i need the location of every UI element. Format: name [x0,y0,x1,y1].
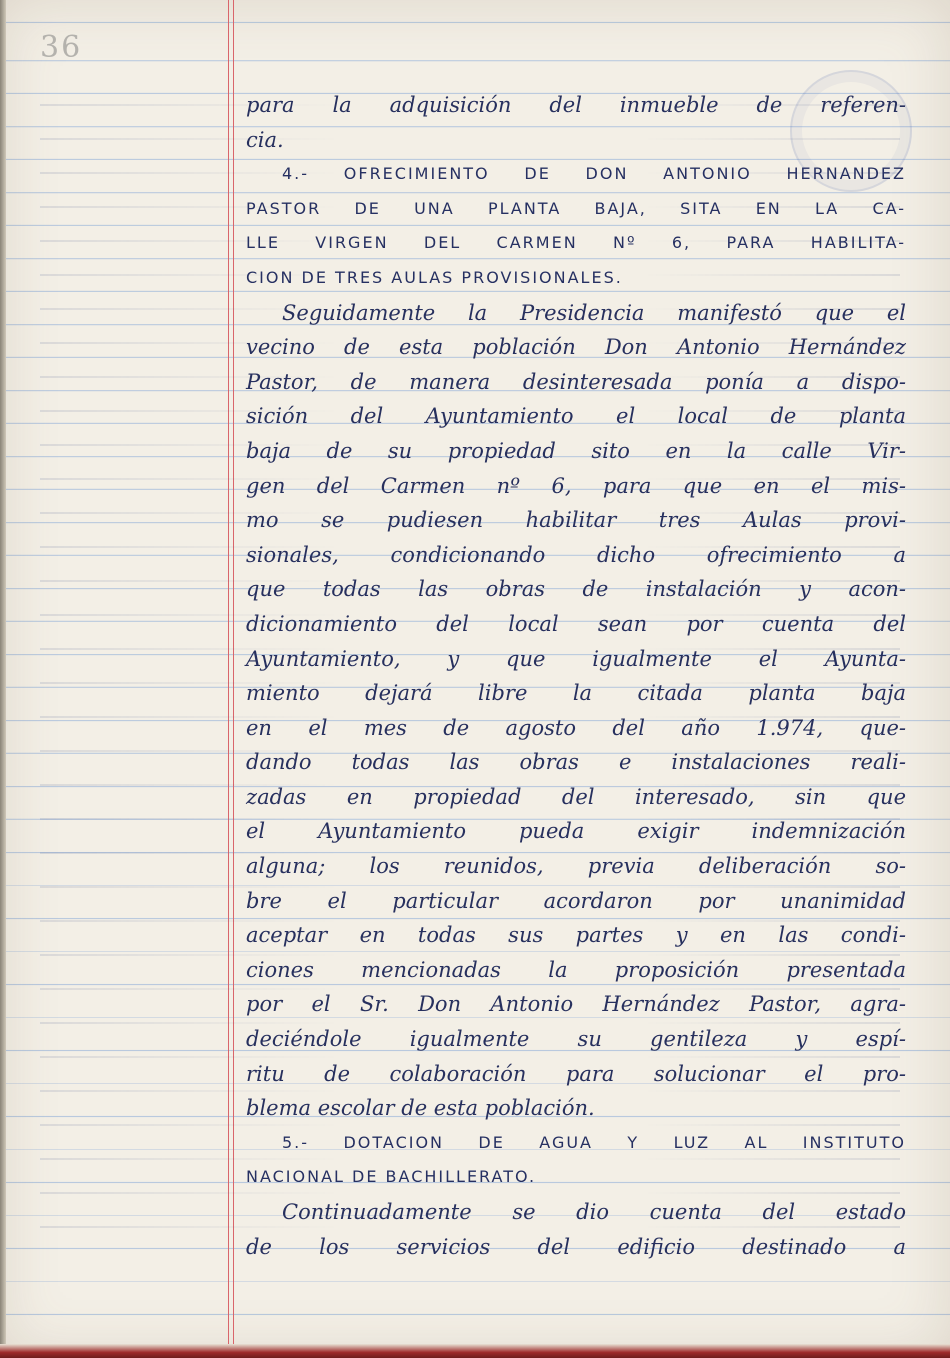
page-bottom-edge [0,1344,950,1358]
text-line: Ayuntamiento, y que igualmente el Ayunta- [246,646,906,671]
text-line: por el Sr. Don Antonio Hernández Pastor, agra- [246,992,906,1017]
text-line: en el mes de agosto del año 1.974, que- [246,715,906,740]
handwritten-text [246,88,906,1264]
text-line: dando todas las obras e instalaciones reali- [246,750,906,775]
text-line: que todas las obras de instalación y acon- [246,577,906,602]
text-line: 5.- DOTACION DE AGUA Y LUZ AL INSTITUTO [282,1132,906,1152]
text-line: PASTOR DE UNA PLANTA BAJA, SITA EN LA CA- [246,198,906,218]
text-line: Pastor, de manera desinteresada ponía a dispo- [246,369,906,394]
text-line: deciéndole igualmente su gentileza y espí- [246,1027,906,1052]
text-line: ritu de colaboración para solucionar el pro- [246,1061,906,1086]
text-line: baja de su propiedad sito en la calle Vir- [246,438,906,463]
text-line: LLE VIRGEN DEL CARMEN Nº 6, PARA HABILITA- [246,233,906,253]
text-line: CION DE TRES AULAS PROVISIONALES. [246,267,623,287]
page-number: 36 [40,30,83,65]
text-line: miento dejará libre la citada planta baja [246,681,906,706]
text-line: el Ayuntamiento pueda exigir indemnización [246,819,906,844]
text-line: Continuadamente se dio cuenta del estado [282,1200,906,1224]
text-line: sionales, condicionando dicho ofrecimiento a [246,542,906,567]
text-line: para la adquisición del inmueble de referen- [246,93,906,117]
text-line: dicionamiento del local sean por cuenta del [246,611,906,636]
binding-edge [0,0,6,1358]
text-line: zadas en propiedad del interesado, sin que [246,784,906,809]
text-line: bre el particular acordaron por unanimidad [246,888,906,913]
text-line: vecino de esta población Don Antonio Hernández [246,335,906,360]
text-line: cia. [246,127,284,152]
text-line: Seguidamente la Presidencia manifestó que el [282,300,906,325]
text-line: alguna; los reunidos, previa deliberación so- [246,854,906,879]
text-line: blema escolar de esta población. [246,1096,595,1121]
text-line: ciones mencionadas la proposición presentada [246,957,906,982]
text-line: aceptar en todas sus partes y en las condi- [246,923,906,948]
text-line: sición del Ayuntamiento el local de planta [246,404,906,429]
text-line: NACIONAL DE BACHILLERATO. [246,1167,537,1187]
text-line: gen del Carmen nº 6, para que en el mis- [246,473,906,498]
text-line: 4.- OFRECIMIENTO DE DON ANTONIO HERNANDEZ [282,164,906,184]
text-line: mo se pudiesen habilitar tres Aulas provi- [246,508,906,533]
text-line: de los servicios del edificio destinado a [246,1234,906,1259]
